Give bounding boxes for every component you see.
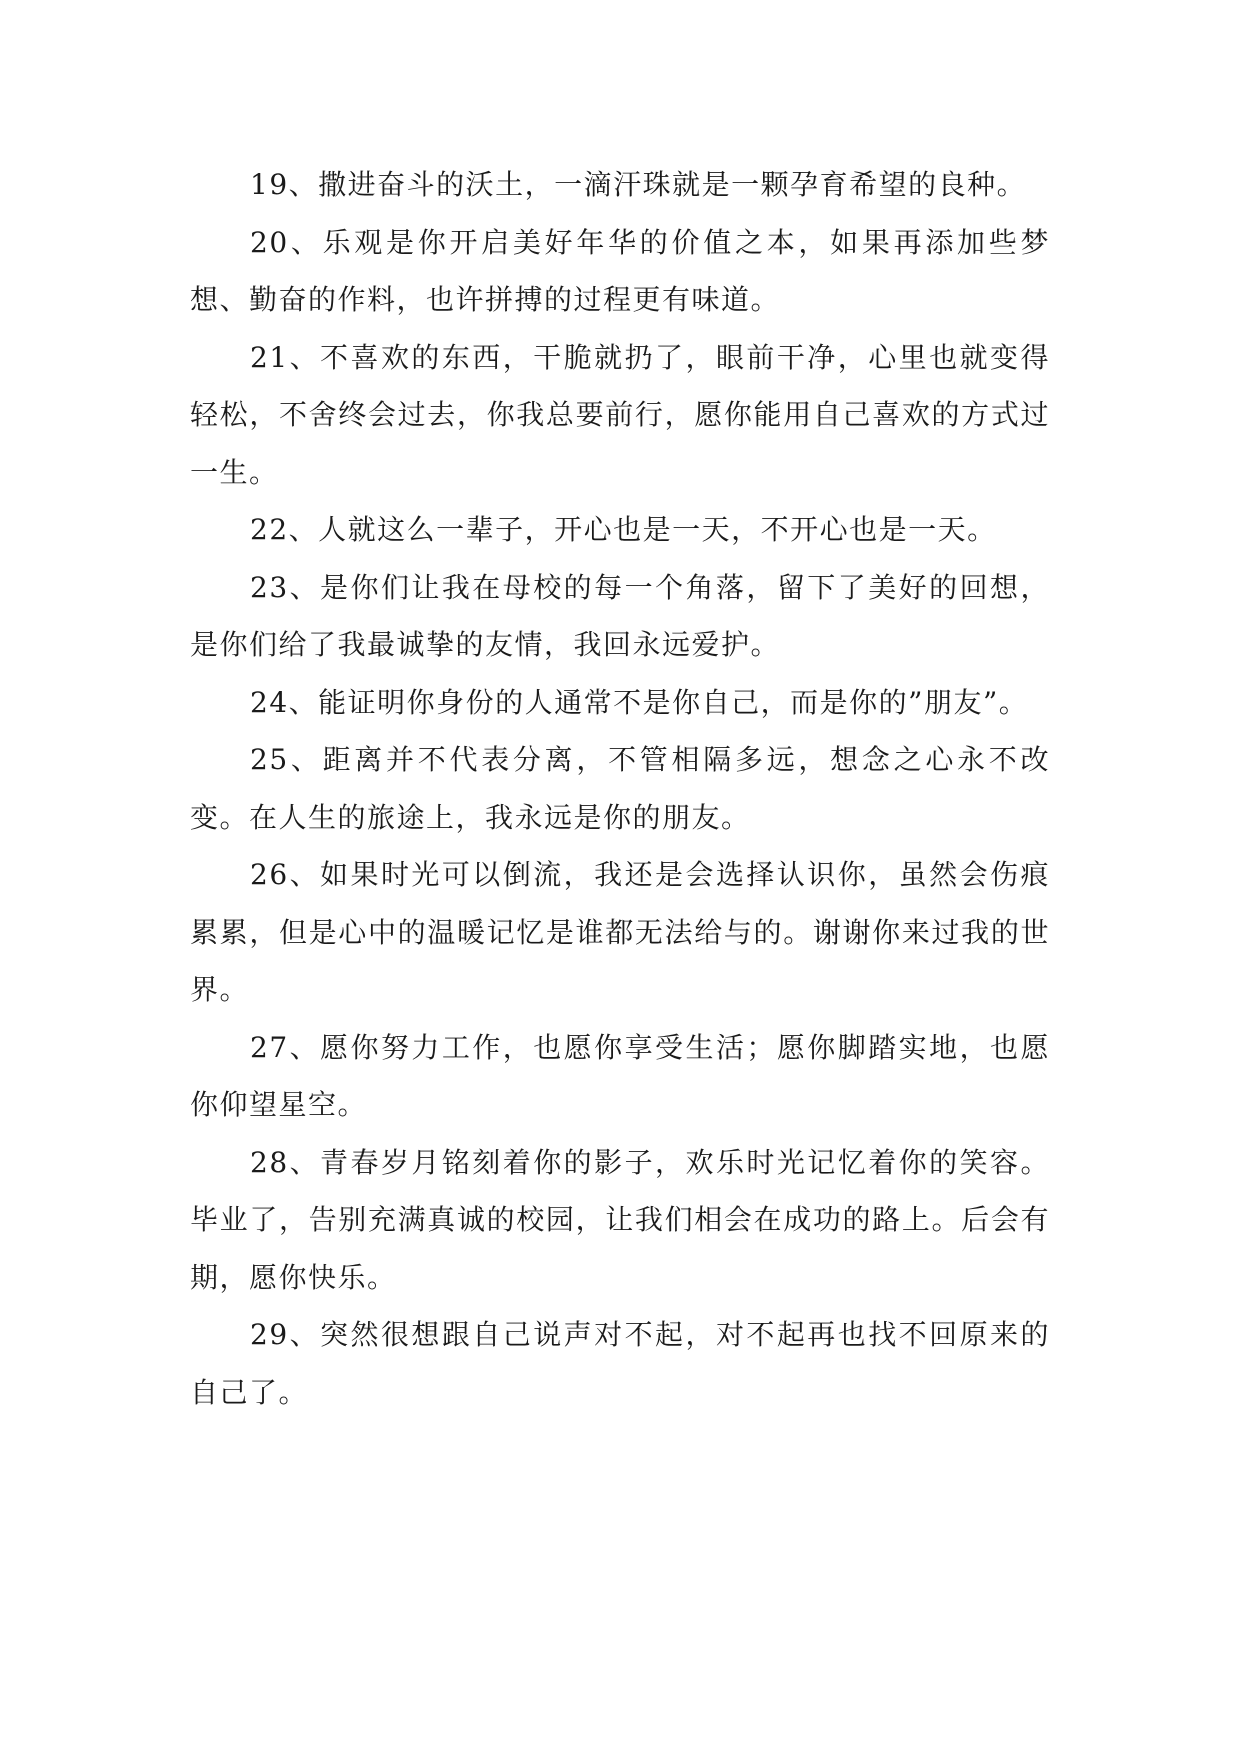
paragraph-27: 27、愿你努力工作，也愿你享受生活；愿你脚踏实地，也愿你仰望星空。 [190, 1030, 1050, 1121]
paragraph-26: 26、如果时光可以倒流，我还是会选择认识你，虽然会伤痕累累，但是心中的温暖记忆是谁都无法给与的。谢谢你来过我的世界。 [190, 858, 1050, 1006]
paragraph-20: 20、乐观是你开启美好年华的价值之本，如果再添加些梦想、勤奋的作料，也许拼搏的过程更有味道。 [190, 225, 1050, 316]
paragraph-28: 28、青春岁月铭刻着你的影子，欢乐时光记忆着你的笑容。毕业了，告别充满真诚的校园，让我们相会在成功的路上。后会有期，愿你快乐。 [190, 1145, 1050, 1294]
paragraph-29: 29、突然很想跟自己说声对不起，对不起再也找不回原来的自己了。 [190, 1318, 1050, 1409]
paragraph-22: 22、人就这么一辈子，开心也是一天，不开心也是一天。 [250, 513, 997, 546]
paragraph-23: 23、是你们让我在母校的每一个角落，留下了美好的回想，是你们给了我最诚挚的友情，我回永远爱护。 [190, 570, 1050, 661]
paragraph-19: 19、撒进奋斗的沃土，一滴汗珠就是一颗孕育希望的良种。 [250, 168, 1027, 201]
document-body [190, 156, 1050, 1421]
paragraph-21: 21、不喜欢的东西，干脆就扔了，眼前干净，心里也就变得轻松，不舍终会过去，你我总要前行，愿你能用自己喜欢的方式过一生。 [190, 340, 1050, 489]
paragraph-24: 24、能证明你身份的人通常不是你自己，而是你的”朋友”。 [250, 685, 1029, 719]
paragraph-25: 25、距离并不代表分离，不管相隔多远，想念之心永不改变。在人生的旅途上，我永远是你的朋友。 [190, 743, 1050, 834]
